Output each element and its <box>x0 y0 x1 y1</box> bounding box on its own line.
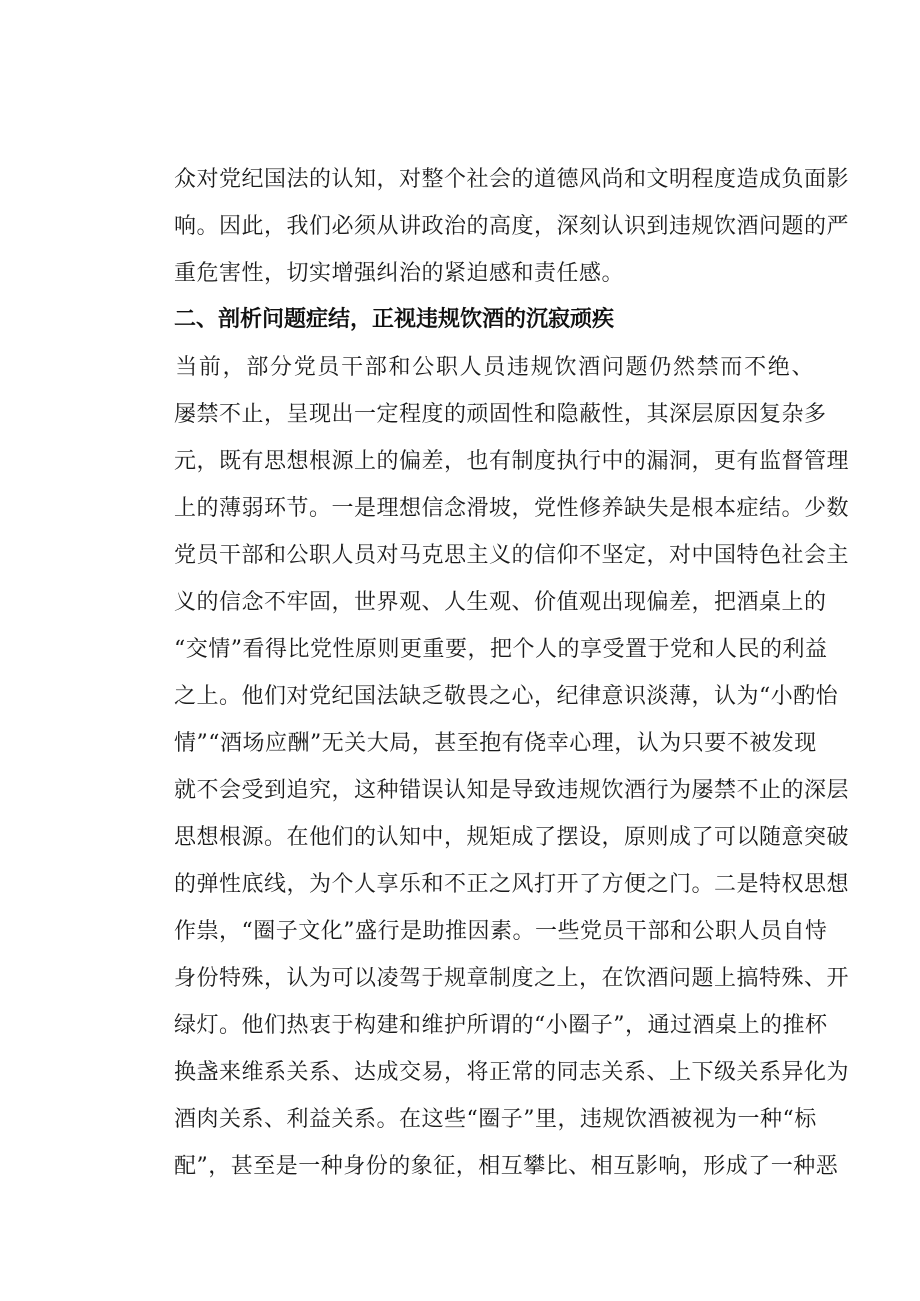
paragraph-2-line-18: 配”，甚至是一种身份的象征，相互攀比、相互影响，形成了一种恶 <box>174 1154 839 1179</box>
paragraph-2-line-15: 绿灯。他们热衷于构建和维护所谓的“小圈子”，通过酒桌上的推杯 <box>174 1013 828 1038</box>
paragraph-2-line-1 <box>174 348 814 388</box>
paragraph-2-line-13: 作祟，“圈子文化”盛行是助推因素。一些党员干部和公职人员自恃 <box>174 919 828 944</box>
paragraph-2-line-17: 酒肉关系、利益关系。在这些“圈子”里，违规饮酒被视为一种“标 <box>174 1107 817 1132</box>
paragraph-2-line-9: 情”“酒场应酬”无关大局，甚至抱有侥幸心理，认为只要不被发现 <box>174 731 817 756</box>
paragraph-2-line-11: 思想根源。在他们的认知中，规矩成了摆设，原则成了可以随意突破 <box>174 825 850 850</box>
paragraph-2-line-12: 的弹性底线，为个人享乐和不正之风打开了方便之门。二是特权思想 <box>174 872 850 897</box>
paragraph-1-line-3: 重危害性，切实增强纠治的紧迫感和责任感。 <box>174 261 625 286</box>
paragraph-2-line-8: 之上。他们对党纪国法缺乏敬畏之心，纪律意识淡薄，认为“小酌怡 <box>174 684 839 709</box>
paragraph-2-line-14: 身份特殊，认为可以凌驾于规章制度之上，在饮酒问题上搞特殊、开 <box>174 966 850 991</box>
paragraph-1-line-1: 众对党纪国法的认知，对整个社会的道德风尚和文明程度造成负面影 <box>174 167 850 192</box>
paragraph-2-line-6: 义的信念不牢固，世界观、人生观、价值观出现偏差，把酒桌上的 <box>174 590 827 615</box>
section-heading: 二、剖析问题症结，正视违规饮酒的沉寂顽疾 <box>174 307 615 332</box>
paragraph-1-line-2: 响。因此，我们必须从讲政治的高度，深刻认识到违规饮酒问题的严 <box>174 214 850 239</box>
paragraph-2-line-1-text: 当前，部分党员干部和公职人员违规饮酒问题仍然禁而不绝、 <box>174 355 814 380</box>
paragraph-2-line-3: 元，既有思想根源上的偏差，也有制度执行中的漏洞，更有监督管理 <box>174 449 850 474</box>
paragraph-2-line-4: 上的薄弱环节。一是理想信念滑坡，党性修养缺失是根本症结。少数 <box>174 496 850 521</box>
paragraph-2-line-7: “交情”看得比党性原则更重要，把个人的享受置于党和人民的利益 <box>174 637 828 662</box>
paragraph-2-line-5: 党员干部和公职人员对马克思主义的信仰不坚定，对中国特色社会主 <box>174 543 850 568</box>
paragraph-2-line-16: 换盏来维系关系、达成交易，将正常的同志关系、上下级关系异化为 <box>174 1060 850 1085</box>
paragraph-2-line-10: 就不会受到追究，这种错误认知是导致违规饮酒行为屡禁不止的深层 <box>174 778 850 803</box>
paragraph-2-line-2: 屡禁不止，呈现出一定程度的顽固性和隐蔽性，其深层原因复杂多 <box>174 402 827 427</box>
